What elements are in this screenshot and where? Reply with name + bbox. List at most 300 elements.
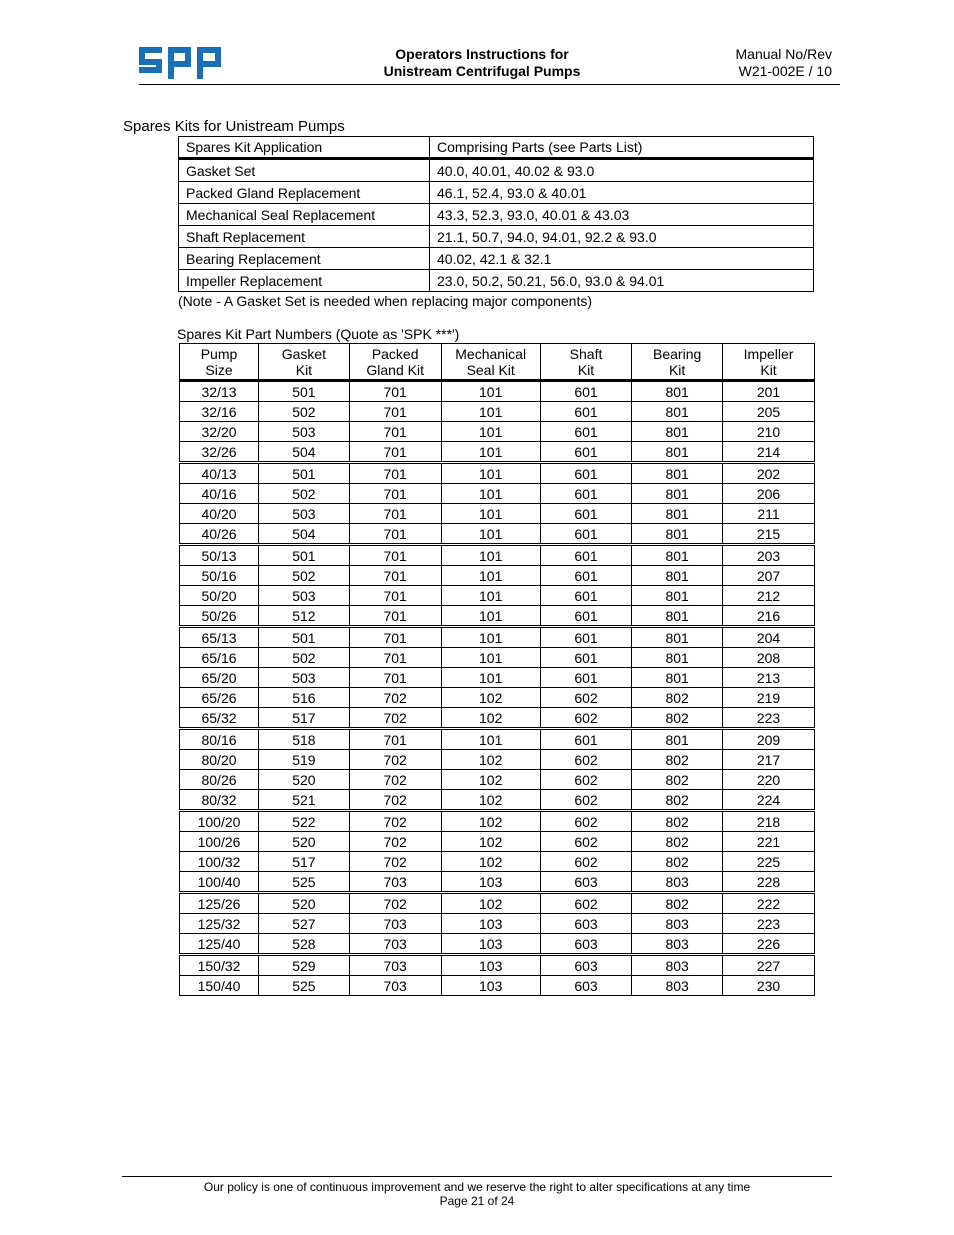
kit-number-cell: 211: [723, 504, 815, 524]
kit-number-cell: 602: [540, 832, 631, 852]
kit-number-cell: 602: [540, 770, 631, 790]
kit-number-cell: 225: [723, 852, 815, 872]
pump-size-cell: 40/20: [180, 504, 259, 524]
kit-number-cell: 801: [632, 566, 723, 586]
part-numbers-header-cell: [723, 344, 815, 381]
table-row: [180, 648, 815, 668]
kit-number-cell: 803: [632, 914, 723, 934]
pump-size-cell: 125/26: [180, 893, 259, 914]
kit-number-cell: 701: [349, 402, 441, 422]
kit-number-cell: 702: [349, 770, 441, 790]
kit-number-cell: 210: [723, 422, 815, 442]
pump-size-cell: 40/13: [180, 463, 259, 484]
section-title: Spares Kits for Unistream Pumps: [123, 118, 345, 135]
pump-size-cell: 65/32: [180, 708, 259, 729]
document-title-line1: Operators Instructions for: [395, 46, 569, 62]
kit-number-cell: 214: [723, 442, 815, 463]
header-line: Mechanical: [455, 345, 527, 362]
kit-number-cell: 102: [441, 832, 540, 852]
spp-logo: [139, 47, 223, 84]
kit-number-cell: 521: [259, 790, 350, 811]
kit-number-cell: 227: [723, 955, 815, 976]
kit-number-cell: 802: [632, 770, 723, 790]
kit-number-cell: 101: [441, 504, 540, 524]
kit-number-cell: 801: [632, 422, 723, 442]
header-line: Gasket: [281, 345, 327, 362]
table-row: [180, 976, 815, 996]
kit-table-row: [179, 182, 814, 204]
kit-number-cell: 102: [441, 750, 540, 770]
kit-number-cell: 216: [723, 606, 815, 627]
kit-number-cell: 223: [723, 708, 815, 729]
header-line: Bearing: [653, 345, 702, 362]
part-numbers-header-cell: [441, 344, 540, 381]
kit-number-cell: 209: [723, 729, 815, 750]
kit-number-cell: 801: [632, 627, 723, 648]
pump-size-cell: 32/26: [180, 442, 259, 463]
table-row: [180, 484, 815, 504]
table-row: [180, 955, 815, 976]
kit-number-cell: 101: [441, 402, 540, 422]
kit-number-cell: 215: [723, 524, 815, 545]
kit-number-cell: 802: [632, 852, 723, 872]
table-row: [180, 770, 815, 790]
kit-number-cell: 502: [259, 648, 350, 668]
kit-number-cell: 601: [540, 422, 631, 442]
kit-number-cell: 701: [349, 422, 441, 442]
kit-number-cell: 528: [259, 934, 350, 955]
kit-number-cell: 518: [259, 729, 350, 750]
pump-size-cell: 50/26: [180, 606, 259, 627]
kit-number-cell: 702: [349, 750, 441, 770]
kit-number-cell: 101: [441, 627, 540, 648]
table-row: [180, 811, 815, 832]
kit-number-cell: 703: [349, 955, 441, 976]
table-row: [180, 586, 815, 606]
kit-number-cell: 226: [723, 934, 815, 955]
manual-number: W21-002E / 10: [738, 63, 832, 79]
kit-number-cell: 802: [632, 790, 723, 811]
kit-number-cell: 220: [723, 770, 815, 790]
kit-parts-cell: 40.02, 42.1 & 32.1: [430, 248, 814, 270]
kit-number-cell: 601: [540, 402, 631, 422]
kit-number-cell: 502: [259, 402, 350, 422]
header-line: Seal Kit: [466, 361, 515, 378]
kit-number-cell: 224: [723, 790, 815, 811]
kit-number-cell: 601: [540, 545, 631, 566]
kit-number-cell: 801: [632, 402, 723, 422]
pump-size-cell: 80/20: [180, 750, 259, 770]
table-row: [180, 852, 815, 872]
kit-number-cell: 201: [723, 381, 815, 402]
pump-size-cell: 100/32: [180, 852, 259, 872]
pump-size-cell: 80/32: [180, 790, 259, 811]
kit-number-cell: 701: [349, 381, 441, 402]
spp-logo-mark: [139, 47, 223, 79]
kit-number-cell: 801: [632, 606, 723, 627]
kit-number-cell: 701: [349, 668, 441, 688]
kit-number-cell: 601: [540, 648, 631, 668]
kit-number-cell: 601: [540, 442, 631, 463]
kit-number-cell: 603: [540, 955, 631, 976]
manual-label: Manual No/Rev: [735, 46, 832, 62]
kit-application-cell: Mechanical Seal Replacement: [179, 204, 430, 226]
kit-number-cell: 701: [349, 566, 441, 586]
gasket-note: (Note - A Gasket Set is needed when replacing major components): [178, 293, 592, 309]
kit-number-cell: 703: [349, 872, 441, 893]
kit-number-cell: 601: [540, 586, 631, 606]
kit-number-cell: 101: [441, 524, 540, 545]
kit-number-cell: 802: [632, 832, 723, 852]
table-row: [180, 790, 815, 811]
kit-number-cell: 101: [441, 729, 540, 750]
kit-number-cell: 603: [540, 914, 631, 934]
kit-number-cell: 525: [259, 976, 350, 996]
kit-number-cell: 212: [723, 586, 815, 606]
table-row: [180, 422, 815, 442]
kit-number-cell: 101: [441, 422, 540, 442]
kit-number-cell: 802: [632, 688, 723, 708]
kit-number-cell: 702: [349, 811, 441, 832]
kit-number-cell: 801: [632, 381, 723, 402]
kit-table-row: [179, 248, 814, 270]
kit-number-cell: 517: [259, 852, 350, 872]
pump-size-cell: 125/40: [180, 934, 259, 955]
part-numbers-header-cell: [180, 344, 259, 381]
kit-number-cell: 501: [259, 463, 350, 484]
kit-number-cell: 601: [540, 524, 631, 545]
kit-number-cell: 501: [259, 381, 350, 402]
kit-number-cell: 701: [349, 545, 441, 566]
kit-number-cell: 101: [441, 484, 540, 504]
table-row: [180, 524, 815, 545]
pump-size-cell: 150/32: [180, 955, 259, 976]
kit-number-cell: 213: [723, 668, 815, 688]
kit-number-cell: 101: [441, 442, 540, 463]
kit-number-cell: 519: [259, 750, 350, 770]
kit-number-cell: 516: [259, 688, 350, 708]
kit-number-cell: 601: [540, 504, 631, 524]
kit-number-cell: 101: [441, 648, 540, 668]
kit-number-cell: 701: [349, 504, 441, 524]
kit-number-cell: 205: [723, 402, 815, 422]
part-numbers-caption: Spares Kit Part Numbers (Quote as 'SPK ***'): [177, 326, 460, 342]
footer-policy: Our policy is one of continuous improvement and we reserve the right to alter specifications at any time: [203, 1180, 751, 1194]
pump-size-cell: 150/40: [180, 976, 259, 996]
pump-size-cell: 32/13: [180, 381, 259, 402]
pump-size-cell: 65/13: [180, 627, 259, 648]
part-numbers-header-cell: [259, 344, 350, 381]
footer-page-number: Page 21 of 24: [439, 1194, 515, 1208]
kit-number-cell: 701: [349, 463, 441, 484]
kit-number-cell: 102: [441, 770, 540, 790]
header-line: Kit: [760, 361, 777, 378]
kit-number-cell: 101: [441, 381, 540, 402]
table-row: [180, 688, 815, 708]
kit-table-row: [179, 270, 814, 292]
kit-number-cell: 228: [723, 872, 815, 893]
kit-number-cell: 701: [349, 442, 441, 463]
part-numbers-header-cell: [632, 344, 723, 381]
kit-number-cell: 602: [540, 893, 631, 914]
document-title-line2: Unistream Centrifugal Pumps: [383, 63, 581, 79]
pump-size-cell: 32/16: [180, 402, 259, 422]
kit-number-cell: 702: [349, 852, 441, 872]
header-line: Shaft: [569, 345, 603, 362]
kit-number-cell: 702: [349, 708, 441, 729]
kit-number-cell: 102: [441, 708, 540, 729]
kit-number-cell: 501: [259, 545, 350, 566]
kit-number-cell: 101: [441, 566, 540, 586]
kit-number-cell: 601: [540, 627, 631, 648]
document-title: [340, 46, 624, 80]
table-row: [180, 934, 815, 955]
table-row: [180, 750, 815, 770]
kit-number-cell: 702: [349, 790, 441, 811]
kit-number-cell: 802: [632, 750, 723, 770]
kit-parts-cell: 23.0, 50.2, 50.21, 56.0, 93.0 & 94.01: [430, 270, 814, 292]
table-row: [180, 566, 815, 586]
table-row: [180, 606, 815, 627]
kit-number-cell: 601: [540, 606, 631, 627]
kit-number-cell: 501: [259, 627, 350, 648]
kit-number-cell: 504: [259, 524, 350, 545]
kit-number-cell: 208: [723, 648, 815, 668]
pump-size-cell: 65/16: [180, 648, 259, 668]
table-row: [180, 832, 815, 852]
pump-size-cell: 65/20: [180, 668, 259, 688]
kit-number-cell: 520: [259, 832, 350, 852]
kit-number-cell: 703: [349, 976, 441, 996]
kit-number-cell: 503: [259, 668, 350, 688]
pump-size-cell: 100/20: [180, 811, 259, 832]
kit-number-cell: 503: [259, 586, 350, 606]
kit-number-cell: 223: [723, 914, 815, 934]
table-row: [180, 381, 815, 402]
manual-info: [736, 46, 833, 80]
kit-number-cell: 206: [723, 484, 815, 504]
table-row: [180, 708, 815, 729]
kit-application-cell: Gasket Set: [179, 159, 430, 182]
kit-number-cell: 217: [723, 750, 815, 770]
kit-number-cell: 703: [349, 914, 441, 934]
pump-size-cell: 50/13: [180, 545, 259, 566]
kit-number-cell: 103: [441, 872, 540, 893]
kit-table-row: [179, 204, 814, 226]
kit-number-cell: 527: [259, 914, 350, 934]
kit-number-cell: 601: [540, 729, 631, 750]
part-numbers-table: [179, 343, 815, 996]
pump-size-cell: 32/20: [180, 422, 259, 442]
kit-number-cell: 103: [441, 955, 540, 976]
table-row: [180, 442, 815, 463]
kit-number-cell: 603: [540, 872, 631, 893]
table-row: [180, 545, 815, 566]
header-line: Gland Kit: [366, 361, 424, 378]
kit-application-cell: Shaft Replacement: [179, 226, 430, 248]
kit-number-cell: 701: [349, 484, 441, 504]
header-line: Kit: [668, 361, 686, 378]
kit-number-cell: 602: [540, 790, 631, 811]
part-numbers-header-cell: [540, 344, 631, 381]
kit-number-cell: 520: [259, 893, 350, 914]
kit-number-cell: 102: [441, 790, 540, 811]
kit-number-cell: 801: [632, 545, 723, 566]
kit-table-row: [179, 159, 814, 182]
kit-number-cell: 803: [632, 934, 723, 955]
table-row: [180, 463, 815, 484]
kit-number-cell: 601: [540, 668, 631, 688]
table-row: [180, 402, 815, 422]
header-line: Packed: [371, 345, 419, 362]
kit-number-cell: 603: [540, 976, 631, 996]
pump-size-cell: 65/26: [180, 688, 259, 708]
spares-kit-table: [178, 136, 814, 292]
kit-number-cell: 803: [632, 976, 723, 996]
kit-number-cell: 502: [259, 566, 350, 586]
kit-parts-cell: 40.0, 40.01, 40.02 & 93.0: [430, 159, 814, 182]
kit-number-cell: 222: [723, 893, 815, 914]
kit-number-cell: 801: [632, 463, 723, 484]
kit-number-cell: 503: [259, 504, 350, 524]
pump-size-cell: 80/26: [180, 770, 259, 790]
table-row: [180, 914, 815, 934]
table-row: [180, 893, 815, 914]
kit-application-cell: Spares Kit Application: [179, 137, 430, 159]
table-row: [180, 504, 815, 524]
table-row: [180, 627, 815, 648]
kit-number-cell: 601: [540, 566, 631, 586]
kit-number-cell: 602: [540, 688, 631, 708]
table-row: [180, 872, 815, 893]
kit-number-cell: 701: [349, 524, 441, 545]
kit-number-cell: 801: [632, 442, 723, 463]
kit-number-cell: 525: [259, 872, 350, 893]
kit-number-cell: 701: [349, 648, 441, 668]
kit-number-cell: 102: [441, 893, 540, 914]
pump-size-cell: 40/26: [180, 524, 259, 545]
pump-size-cell: 100/26: [180, 832, 259, 852]
header-line: Pump: [200, 345, 238, 362]
kit-number-cell: 801: [632, 648, 723, 668]
header-line: Kit: [577, 361, 595, 378]
kit-number-cell: 102: [441, 852, 540, 872]
kit-parts-cell: 43.3, 52.3, 93.0, 40.01 & 43.03: [430, 204, 814, 226]
kit-table-header-row: [179, 137, 814, 159]
part-numbers-header-cell: [349, 344, 441, 381]
kit-number-cell: 101: [441, 545, 540, 566]
kit-table-row: [179, 226, 814, 248]
kit-number-cell: 522: [259, 811, 350, 832]
kit-number-cell: 801: [632, 524, 723, 545]
kit-application-cell: Packed Gland Replacement: [179, 182, 430, 204]
pump-size-cell: 40/16: [180, 484, 259, 504]
header-divider: [139, 84, 840, 85]
kit-number-cell: 512: [259, 606, 350, 627]
kit-number-cell: 702: [349, 832, 441, 852]
kit-number-cell: 204: [723, 627, 815, 648]
header-line: Kit: [295, 361, 313, 378]
pump-size-cell: 50/20: [180, 586, 259, 606]
part-numbers-header-row: [180, 344, 815, 381]
kit-application-cell: Bearing Replacement: [179, 248, 430, 270]
pump-size-cell: 80/16: [180, 729, 259, 750]
kit-number-cell: 101: [441, 668, 540, 688]
kit-number-cell: 101: [441, 463, 540, 484]
kit-number-cell: 602: [540, 852, 631, 872]
kit-number-cell: 520: [259, 770, 350, 790]
kit-parts-cell: 46.1, 52.4, 93.0 & 40.01: [430, 182, 814, 204]
kit-number-cell: 102: [441, 811, 540, 832]
kit-number-cell: 802: [632, 893, 723, 914]
pump-size-cell: 50/16: [180, 566, 259, 586]
kit-number-cell: 218: [723, 811, 815, 832]
kit-number-cell: 801: [632, 504, 723, 524]
kit-number-cell: 101: [441, 606, 540, 627]
kit-parts-cell: 21.1, 50.7, 94.0, 94.01, 92.2 & 93.0: [430, 226, 814, 248]
kit-number-cell: 202: [723, 463, 815, 484]
kit-number-cell: 219: [723, 688, 815, 708]
kit-number-cell: 221: [723, 832, 815, 852]
kit-number-cell: 701: [349, 627, 441, 648]
kit-number-cell: 801: [632, 729, 723, 750]
kit-number-cell: 529: [259, 955, 350, 976]
kit-number-cell: 801: [632, 484, 723, 504]
pump-size-cell: 100/40: [180, 872, 259, 893]
kit-number-cell: 504: [259, 442, 350, 463]
kit-number-cell: 503: [259, 422, 350, 442]
kit-number-cell: 603: [540, 934, 631, 955]
header-line: Size: [205, 361, 233, 378]
kit-number-cell: 230: [723, 976, 815, 996]
kit-number-cell: 601: [540, 463, 631, 484]
kit-number-cell: 602: [540, 750, 631, 770]
kit-number-cell: 101: [441, 586, 540, 606]
kit-number-cell: 702: [349, 893, 441, 914]
kit-number-cell: 207: [723, 566, 815, 586]
kit-number-cell: 103: [441, 976, 540, 996]
kit-number-cell: 802: [632, 708, 723, 729]
kit-number-cell: 701: [349, 606, 441, 627]
kit-number-cell: 103: [441, 914, 540, 934]
kit-number-cell: 703: [349, 934, 441, 955]
kit-number-cell: 801: [632, 586, 723, 606]
kit-number-cell: 601: [540, 381, 631, 402]
kit-number-cell: 203: [723, 545, 815, 566]
kit-parts-cell: Comprising Parts (see Parts List): [430, 137, 814, 159]
kit-number-cell: 803: [632, 955, 723, 976]
kit-number-cell: 802: [632, 811, 723, 832]
kit-number-cell: 803: [632, 872, 723, 893]
table-row: [180, 668, 815, 688]
kit-number-cell: 602: [540, 811, 631, 832]
footer-divider: [122, 1176, 832, 1177]
kit-number-cell: 602: [540, 708, 631, 729]
kit-number-cell: 701: [349, 586, 441, 606]
kit-number-cell: 103: [441, 934, 540, 955]
kit-number-cell: 502: [259, 484, 350, 504]
kit-number-cell: 801: [632, 668, 723, 688]
kit-number-cell: 702: [349, 688, 441, 708]
table-row: [180, 729, 815, 750]
kit-application-cell: Impeller Replacement: [179, 270, 430, 292]
kit-number-cell: 701: [349, 729, 441, 750]
pump-size-cell: 125/32: [180, 914, 259, 934]
kit-number-cell: 601: [540, 484, 631, 504]
kit-number-cell: 517: [259, 708, 350, 729]
kit-number-cell: 102: [441, 688, 540, 708]
header-line: Impeller: [743, 345, 794, 362]
